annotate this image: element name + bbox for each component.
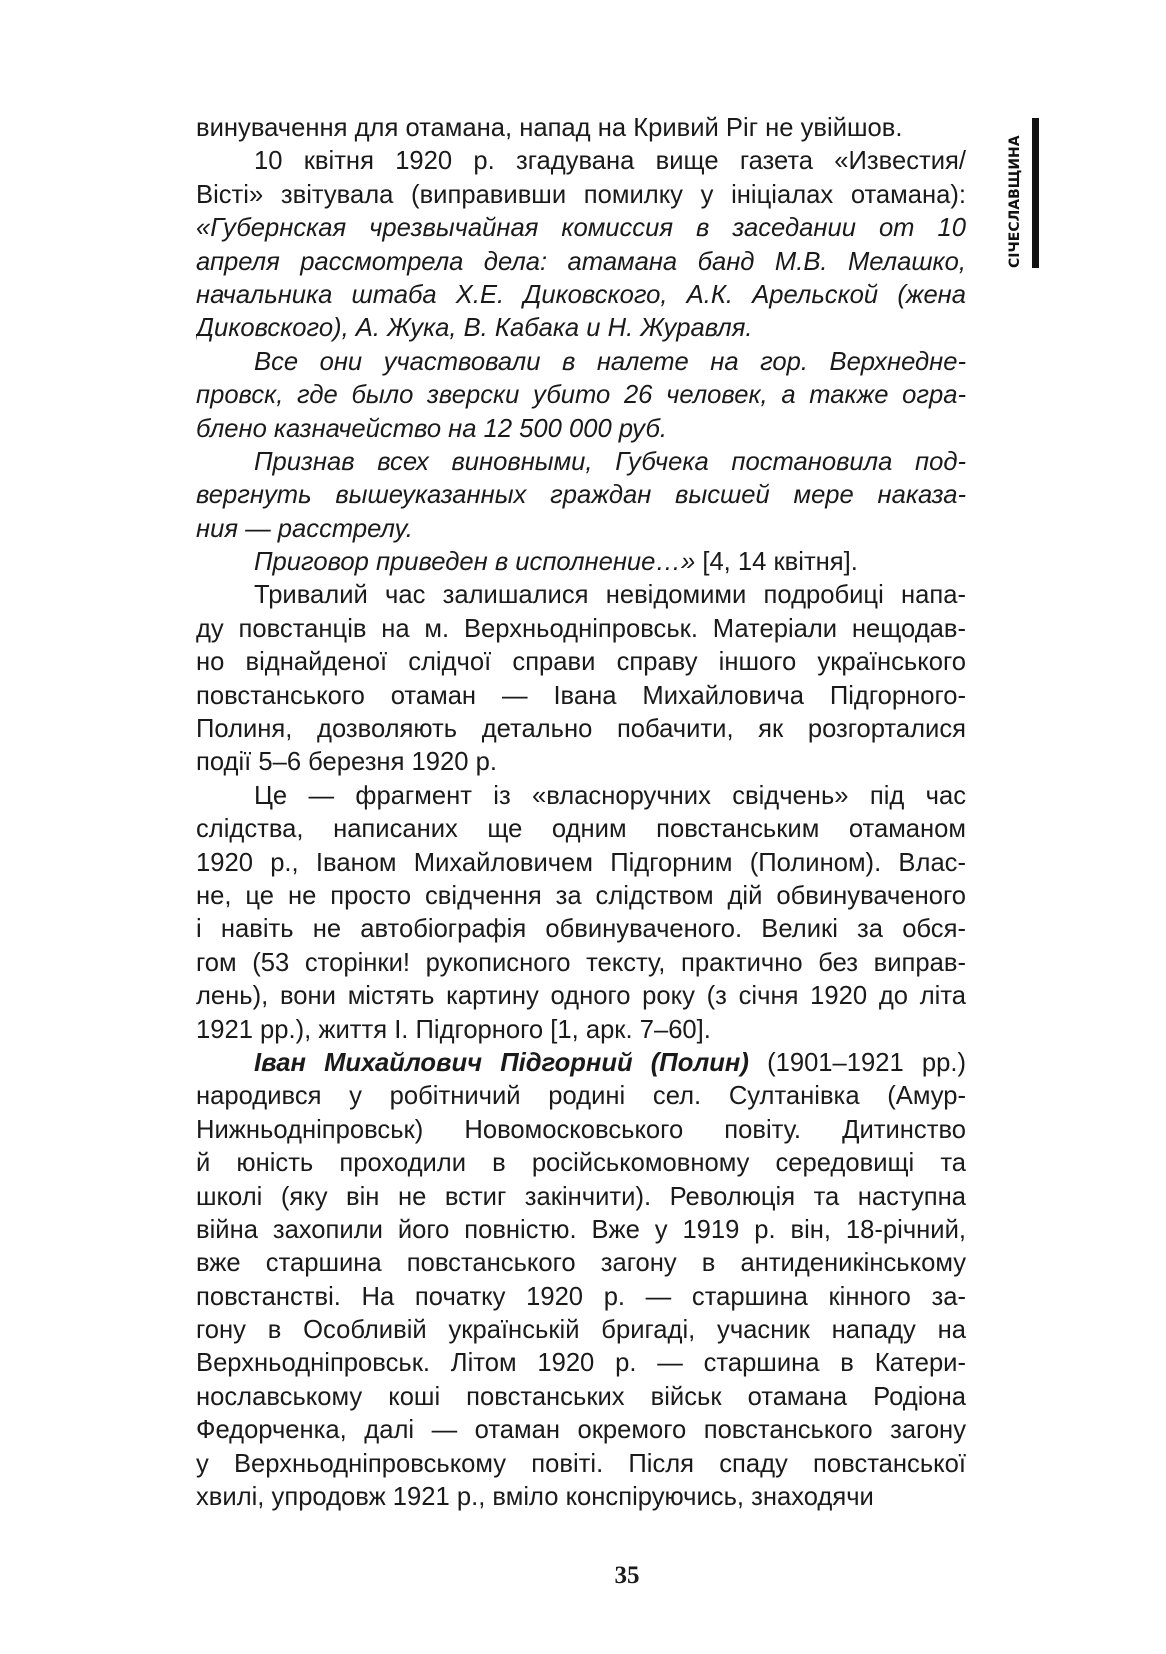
text-line — [196, 1047, 966, 1080]
text-line — [196, 312, 966, 345]
text-line — [196, 1414, 966, 1447]
text-segment: блено казначейство на 12 500 000 руб. — [196, 414, 668, 443]
text-line — [196, 246, 966, 279]
text-line — [196, 913, 966, 946]
text-line — [196, 179, 966, 212]
text-line — [196, 579, 966, 612]
text-line — [196, 546, 966, 579]
text-segment: Полиня, дозволяють детально побачити, як розгорталися — [196, 715, 966, 744]
text-segment: вже старшина повстанського загону в антиденикінському — [196, 1249, 966, 1278]
text-line — [196, 1481, 966, 1514]
text-segment: повстанського отаман — Івана Михайловича Підгорного- — [196, 681, 966, 710]
text-segment: Все они участвовали в налете на гор. Верхнедне- — [254, 347, 966, 376]
text-line — [196, 613, 966, 646]
text-segment: [4, 14 квітня]. — [695, 548, 858, 577]
text-segment: Тривалий час залишалися невідомими подробиці напа- — [254, 581, 966, 610]
text-segment: апреля рассмотрела дела: атамана банд М.В. Мелашко, — [196, 247, 966, 276]
text-line — [196, 1181, 966, 1214]
text-segment: (1901–1921 рр.) — [748, 1048, 966, 1077]
text-line — [196, 713, 966, 746]
text-line — [196, 1147, 966, 1180]
text-segment: Признав всех виновными, Губчека постановила под- — [254, 447, 966, 476]
text-segment: й юність проходили в російськомовному середовищі та — [196, 1149, 966, 1178]
text-segment: Диковского), А. Жука, В. Кабака и Н. Журавля. — [196, 314, 753, 343]
series-logo — [996, 118, 1040, 268]
body-text — [196, 112, 966, 1514]
text-segment: слідства, написаних ще одним повстанським отаманом — [196, 815, 966, 844]
text-segment: гону в Особливій українській бригаді, учасник нападу на — [196, 1316, 966, 1345]
text-line — [196, 479, 966, 512]
text-line — [196, 1448, 966, 1481]
text-segment: не, це не просто свідчення за слідством дій обвинуваченого — [196, 881, 966, 910]
text-segment: начальника штаба Х.Е. Диковского, А.К. Арельской (жена — [196, 280, 966, 309]
text-segment: ния — расстрелу. — [196, 514, 413, 543]
text-segment: Вісті» звітувала (виправивши помилку у ініціалах отамана): — [196, 180, 966, 209]
text-segment: вергнуть вышеуказанных граждан высшей мере наказа- — [196, 481, 966, 510]
text-line — [196, 1281, 966, 1314]
text-segment: ду повстанців на м. Верхньодніпровськ. Матеріали нещодав- — [196, 614, 966, 643]
text-segment: народився у робітничий родині сел. Султанівка (Амур- — [196, 1082, 966, 1111]
text-line — [196, 980, 966, 1013]
text-line — [196, 680, 966, 713]
text-line — [196, 346, 966, 379]
text-segment: у Верхньодніпровському повіті. Після спаду повстанської — [196, 1449, 966, 1478]
text-line — [196, 1080, 966, 1113]
text-line — [196, 880, 966, 913]
text-line — [196, 446, 966, 479]
text-line — [196, 1247, 966, 1280]
text-segment: винувачення для отамана, напад на Кривий Ріг не увійшов. — [196, 114, 903, 142]
text-segment: хвилі, упродовж 1921 р., вміло конспіруючись, знаходячи — [196, 1483, 874, 1512]
text-segment: 1920 р., Іваном Михайловичем Підгорним (Полином). Влас- — [196, 848, 966, 877]
text-line — [196, 1314, 966, 1347]
text-segment: Приговор приведен в исполнение…» — [254, 548, 696, 577]
logo-bar — [1032, 118, 1039, 268]
text-segment: «Губернская чрезвычайная комиссия в заседании от 10 — [196, 214, 966, 243]
text-segment: Це — фрагмент із «власноручних свідчень» під час — [254, 781, 966, 810]
text-line — [196, 947, 966, 980]
text-segment: лень), вони містять картину одного року (з січня 1920 до літа — [196, 982, 966, 1011]
text-line — [196, 379, 966, 412]
text-line — [196, 145, 966, 178]
logo-text: СІЧЕСЛАВЩИНА — [1007, 135, 1023, 268]
text-segment: но віднайденої слідчої справи справу іншого українського — [196, 648, 966, 677]
text-line — [196, 279, 966, 312]
text-segment: Федорченка, далі — отаман окремого повстанського загону — [196, 1416, 966, 1445]
text-segment: і навіть не автобіографія обвинуваченого. Великі за обся- — [196, 915, 966, 944]
text-segment: гом (53 сторінки! рукописного тексту, практично без виправ- — [196, 948, 966, 977]
text-segment: школі (яку він не встиг закінчити). Революція та наступна — [196, 1182, 966, 1211]
text-line — [196, 1114, 966, 1147]
text-line — [196, 413, 966, 446]
text-line — [196, 813, 966, 846]
text-line — [196, 112, 966, 145]
text-segment: Нижньодніпровськ) Новомосковського повіту. Дитинство — [196, 1115, 966, 1144]
text-line — [196, 847, 966, 880]
text-line — [196, 1347, 966, 1380]
text-line — [196, 780, 966, 813]
text-segment: 1921 рр.), життя І. Підгорного [1, арк. 7–60]. — [196, 1015, 711, 1044]
text-line — [196, 212, 966, 245]
text-segment: повстанстві. На початку 1920 р. — старшина кінного за- — [196, 1282, 966, 1311]
text-segment: провск, где было зверски убито 26 человек, а также огра- — [196, 381, 966, 410]
text-line — [196, 746, 966, 779]
text-segment: нославському коші повстанських військ отамана Родіона — [196, 1382, 966, 1411]
text-segment: події 5–6 березня 1920 р. — [196, 748, 497, 777]
person-name-heading: Іван Михайлович Підгорний (Полин) — [254, 1048, 749, 1077]
page-number: 35 — [614, 1562, 640, 1589]
text-segment: Верхньодніпровськ. Літом 1920 р. — старшина в Катери- — [196, 1349, 966, 1378]
text-line — [196, 646, 966, 679]
text-line — [196, 1381, 966, 1414]
text-line — [196, 1014, 966, 1047]
text-segment: 10 квітня 1920 р. згадувана вище газета «Известия/ — [254, 147, 966, 176]
text-line — [196, 513, 966, 546]
text-line — [196, 1214, 966, 1247]
text-segment: війна захопили його повністю. Вже у 1919 р. він, 18-річний, — [196, 1215, 966, 1244]
